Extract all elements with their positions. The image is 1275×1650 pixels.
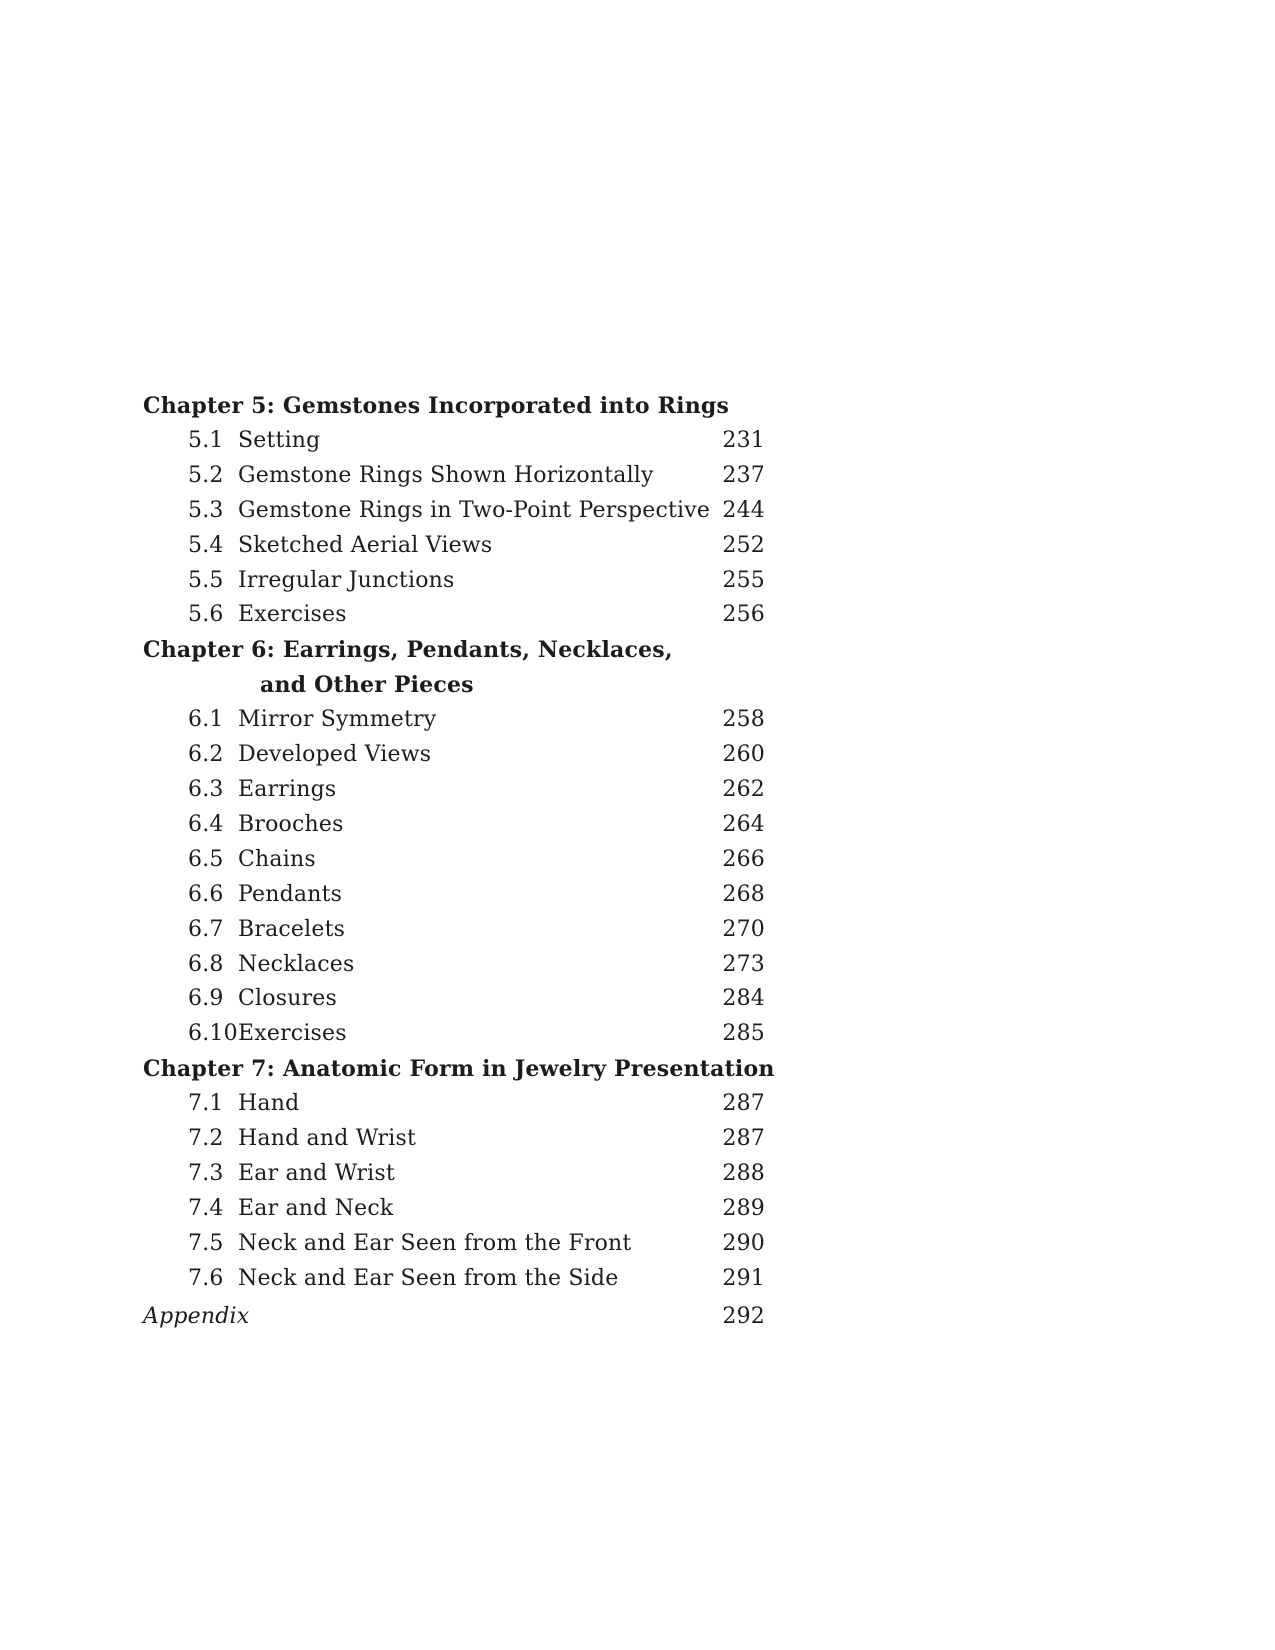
page-number: 260 bbox=[722, 742, 765, 768]
toc-item bbox=[143, 948, 765, 983]
toc-item bbox=[143, 773, 765, 808]
page-number: 289 bbox=[722, 1195, 765, 1221]
toc-item bbox=[143, 1087, 765, 1122]
section-title: Chains bbox=[238, 846, 316, 872]
section-number: 7.6 bbox=[188, 1265, 224, 1291]
section-title: Bracelets bbox=[238, 916, 346, 942]
section-number: 6.5 bbox=[188, 846, 224, 872]
toc-item bbox=[143, 982, 765, 1017]
page-number: 291 bbox=[722, 1265, 765, 1291]
page-number: 231 bbox=[722, 427, 765, 453]
section-title: Hand and Wrist bbox=[238, 1126, 417, 1152]
section-number: 6.8 bbox=[188, 951, 224, 977]
page-number: 262 bbox=[722, 776, 765, 802]
page-number: 237 bbox=[722, 462, 765, 488]
section-title: Pendants bbox=[238, 881, 343, 907]
toc-item bbox=[143, 424, 765, 459]
page-number: 256 bbox=[722, 602, 765, 628]
section-title: Mirror Symmetry bbox=[238, 707, 437, 733]
toc-item bbox=[143, 738, 765, 773]
toc-item bbox=[143, 1262, 765, 1297]
section-number: 6.4 bbox=[188, 811, 224, 837]
page-number: 258 bbox=[722, 707, 765, 733]
section-number: 6.7 bbox=[188, 916, 224, 942]
section-title: Necklaces bbox=[238, 951, 355, 977]
toc-item bbox=[143, 843, 765, 878]
section-title: Closures bbox=[238, 986, 337, 1012]
section-number: 7.4 bbox=[188, 1195, 224, 1221]
section-title: Neck and Ear Seen from the Side bbox=[238, 1265, 619, 1291]
page-number: 287 bbox=[722, 1126, 765, 1152]
page-number: 288 bbox=[722, 1160, 765, 1186]
section-number: 6.10 bbox=[188, 1021, 238, 1047]
page-number: 244 bbox=[722, 497, 765, 523]
section-title: Sketched Aerial Views bbox=[238, 532, 493, 558]
toc-item bbox=[143, 1017, 765, 1052]
section-number: 7.5 bbox=[188, 1230, 224, 1256]
toc-item bbox=[143, 703, 765, 738]
section-title: Brooches bbox=[238, 811, 344, 837]
page-number: 292 bbox=[722, 1303, 765, 1329]
page-number: 273 bbox=[722, 951, 765, 977]
section-number: 6.6 bbox=[188, 881, 224, 907]
toc-item bbox=[143, 564, 765, 599]
section-title: Exercises bbox=[238, 1021, 347, 1047]
chapter-5-heading bbox=[143, 389, 765, 424]
section-number: 7.1 bbox=[188, 1091, 224, 1117]
section-number: 6.2 bbox=[188, 742, 224, 768]
toc-item bbox=[143, 913, 765, 948]
section-title: Irregular Junctions bbox=[238, 567, 455, 593]
chapter-6-heading-line2 bbox=[143, 668, 765, 703]
page-number: 266 bbox=[722, 846, 765, 872]
page-number: 252 bbox=[722, 532, 765, 558]
page-number: 290 bbox=[722, 1230, 765, 1256]
section-title: Exercises bbox=[238, 602, 347, 628]
page-number: 287 bbox=[722, 1091, 765, 1117]
toc-item bbox=[143, 878, 765, 913]
page-number: 255 bbox=[722, 567, 765, 593]
appendix-entry bbox=[143, 1300, 765, 1335]
page-number: 264 bbox=[722, 811, 765, 837]
toc-item bbox=[143, 1122, 765, 1157]
section-title: Setting bbox=[238, 427, 321, 453]
section-title: Ear and Neck bbox=[238, 1195, 394, 1221]
toc-item bbox=[143, 598, 765, 633]
section-number: 5.1 bbox=[188, 427, 224, 453]
section-title: Gemstone Rings in Two-Point Perspective bbox=[238, 497, 711, 523]
toc-item bbox=[143, 1192, 765, 1227]
toc-item bbox=[143, 1157, 765, 1192]
section-number: 5.4 bbox=[188, 532, 224, 558]
toc-item bbox=[143, 1227, 765, 1262]
section-number: 7.2 bbox=[188, 1126, 224, 1152]
chapter-heading-text: Chapter 6: Earrings, Pendants, Necklaces, bbox=[143, 637, 673, 664]
chapter-6-heading bbox=[143, 633, 765, 668]
section-number: 6.1 bbox=[188, 707, 224, 733]
section-number: 6.3 bbox=[188, 776, 224, 802]
chapter-7-heading bbox=[143, 1052, 775, 1087]
section-number: 5.3 bbox=[188, 497, 224, 523]
section-title: Hand bbox=[238, 1091, 300, 1117]
section-number: 6.9 bbox=[188, 986, 224, 1012]
appendix-title: Appendix bbox=[143, 1303, 250, 1329]
toc-item bbox=[143, 494, 765, 529]
chapter-heading-text: Chapter 7: Anatomic Form in Jewelry Presentation bbox=[143, 1056, 775, 1083]
section-number: 7.3 bbox=[188, 1160, 224, 1186]
toc-item bbox=[143, 459, 765, 494]
section-number: 5.5 bbox=[188, 567, 224, 593]
section-title: Earrings bbox=[238, 776, 337, 802]
toc-item bbox=[143, 808, 765, 843]
section-title: Ear and Wrist bbox=[238, 1160, 395, 1186]
chapter-heading-text: and Other Pieces bbox=[260, 672, 474, 699]
chapter-heading-text: Chapter 5: Gemstones Incorporated into Rings bbox=[143, 393, 730, 419]
page-number: 268 bbox=[722, 881, 765, 907]
section-title: Developed Views bbox=[238, 742, 432, 768]
table-of-contents bbox=[143, 389, 775, 1334]
page-number: 284 bbox=[722, 986, 765, 1012]
section-number: 5.2 bbox=[188, 462, 224, 488]
page-number: 270 bbox=[722, 916, 765, 942]
section-title: Gemstone Rings Shown Horizontally bbox=[238, 462, 654, 488]
section-number: 5.6 bbox=[188, 602, 224, 628]
page-number: 285 bbox=[722, 1021, 765, 1047]
section-title: Neck and Ear Seen from the Front bbox=[238, 1230, 632, 1256]
toc-item bbox=[143, 529, 765, 564]
